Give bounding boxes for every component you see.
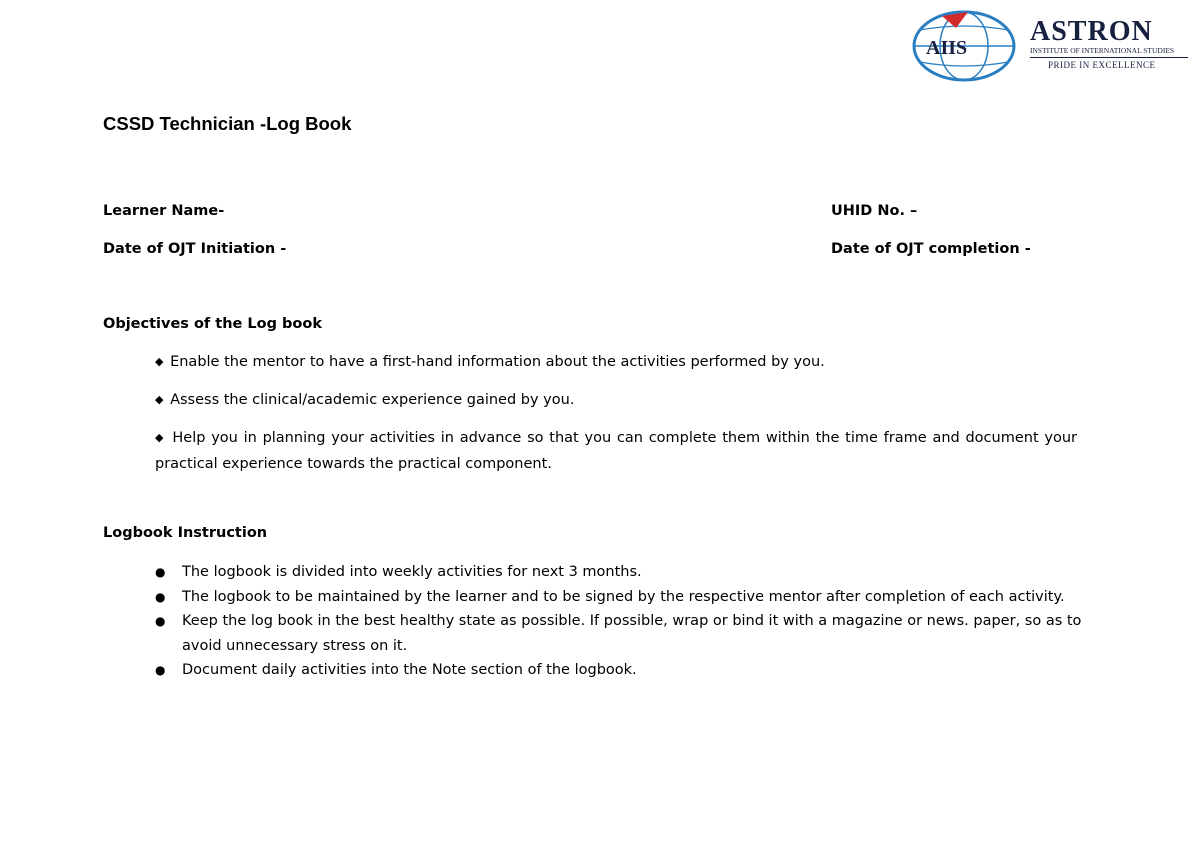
brand-tagline: PRIDE IN EXCELLENCE	[1048, 60, 1156, 70]
bullet-icon: ●	[155, 565, 166, 579]
objective-item	[155, 387, 1077, 413]
aiis-globe-emblem	[908, 8, 1020, 84]
instruction-text: Document daily activities into the Note section of the logbook.	[182, 662, 637, 678]
document-title: CSSD Technician -Log Book	[103, 113, 352, 134]
brand-divider	[1030, 57, 1188, 58]
instruction-item	[155, 585, 1095, 610]
astron-logo	[908, 8, 1190, 84]
diamond-bullet-icon: ◆	[155, 431, 165, 444]
instruction-text: Keep the log book in the best healthy state as possible. If possible, wrap or bind it with a magazine or news. paper, so as to avoid unnecessary stress on it.	[182, 613, 1082, 654]
instruction-item	[155, 658, 1095, 683]
ojt-completion-label: Date of OJT completion -	[831, 241, 1031, 257]
logbook-instruction-heading: Logbook Instruction	[103, 525, 268, 541]
instruction-text: The logbook is divided into weekly activities for next 3 months.	[182, 564, 642, 580]
objective-text: Enable the mentor to have a first-hand information about the activities performed by you.	[170, 354, 825, 370]
objective-text: Help you in planning your activities in advance so that you can complete them within the time frame and document your practical experience towards the practical component.	[155, 430, 1077, 472]
bullet-icon: ●	[155, 663, 166, 677]
instruction-item	[155, 609, 1095, 658]
ojt-initiation-label: Date of OJT Initiation -	[103, 241, 287, 257]
bullet-icon: ●	[155, 589, 166, 604]
instruction-text: The logbook to be maintained by the learner and to be signed by the respective mentor after completion of each activity.	[182, 588, 1065, 605]
instruction-list	[155, 560, 1095, 683]
bullet-icon: ●	[155, 614, 166, 628]
uhid-label: UHID No. –	[831, 203, 918, 219]
learner-name-label: Learner Name-	[103, 203, 225, 219]
instruction-item	[155, 560, 1095, 585]
diamond-bullet-icon: ◆	[155, 355, 164, 368]
brand-name: ASTRON	[1030, 16, 1153, 47]
objective-item	[155, 349, 1077, 375]
objectives-heading: Objectives of the Log book	[103, 316, 323, 332]
diamond-bullet-icon: ◆	[155, 393, 164, 406]
emblem-text: AIIS	[926, 37, 968, 59]
objective-text: Assess the clinical/academic experience gained by you.	[170, 392, 575, 408]
brand-institute: INSTITUTE OF INTERNATIONAL STUDIES	[1030, 46, 1175, 55]
objective-item	[155, 425, 1077, 477]
